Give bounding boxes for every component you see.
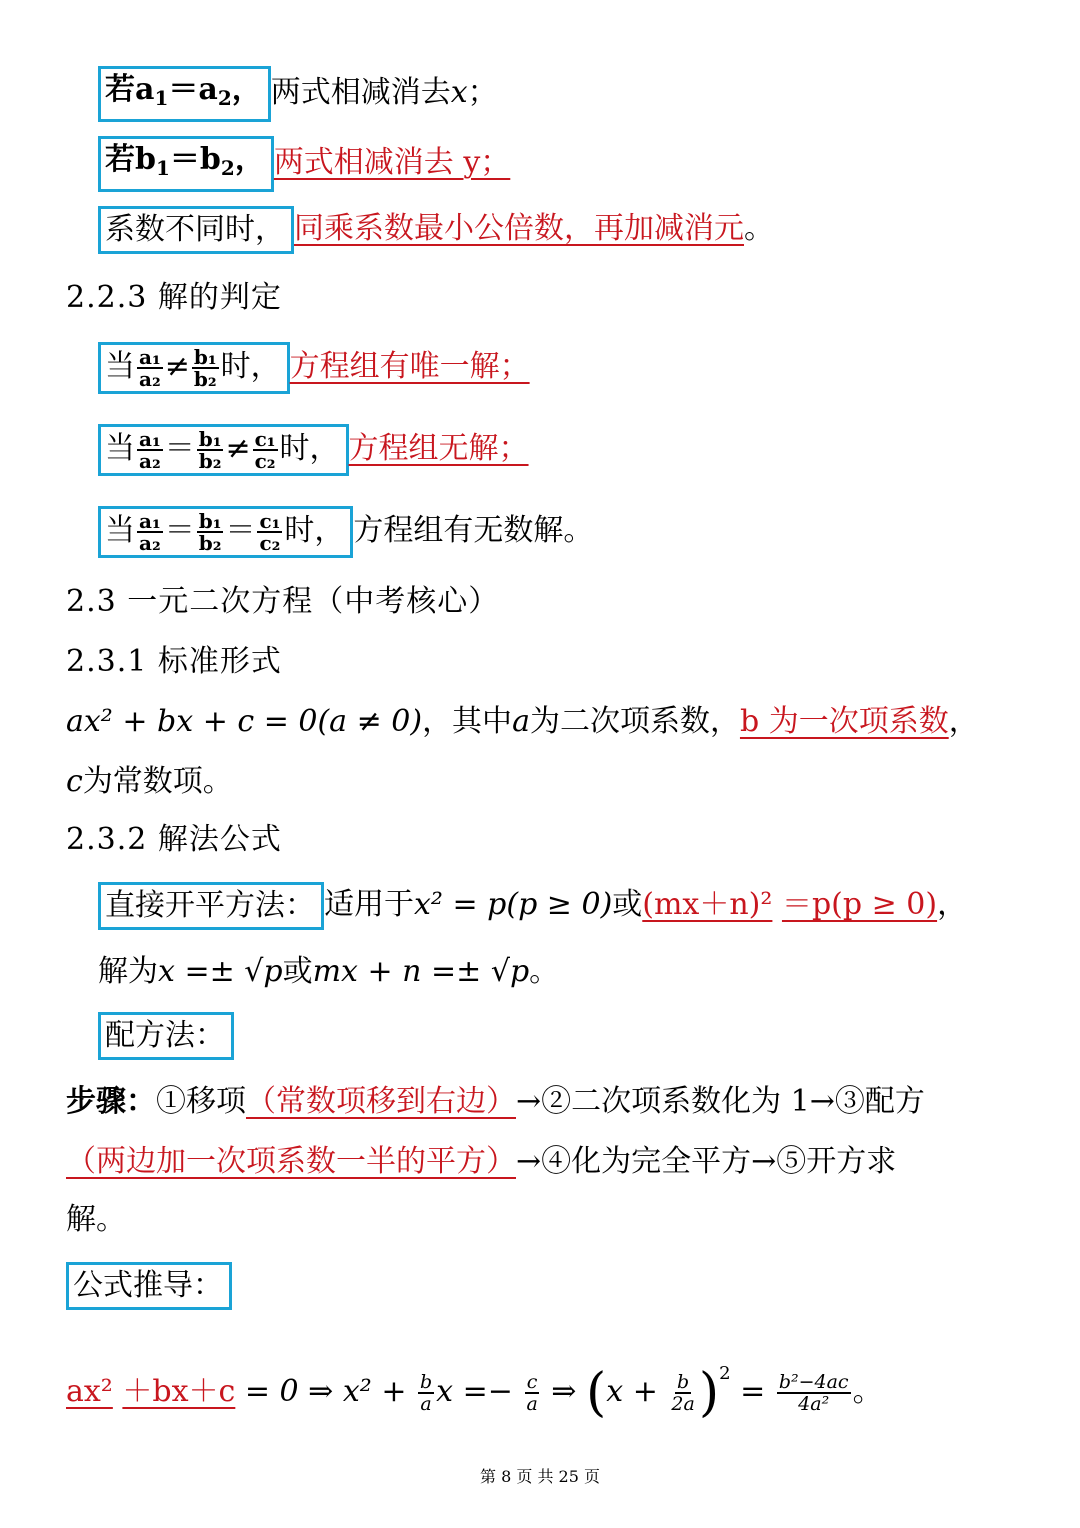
derivation-label — [66, 1262, 1080, 1310]
judge-row-none: 当 $\frac{\text{a₁}}{\text{a₂}}$ ＝ $\frac{\text{b₁}}{\text{b₂}}$ ≠ $\frac{\text{c₁}}{\text{c₂}}$ 时， 方程组无解； — [98, 424, 1080, 476]
heading-2-2-3: 2.2.3 解的判定 — [66, 280, 282, 315]
heading-2-3: 2.3 一元二次方程（中考核心） — [66, 584, 500, 619]
steps-line3: 解。 — [66, 1202, 126, 1237]
row-different-coeff: 系数不同时， 同乘系数最小公倍数，再加减消元。 — [98, 206, 1080, 254]
derivation-formula: ax² ＋bx＋c = 0 ⇒ x² + $\frac{b}{a}$ x =− $\frac{c}{a}$ ⇒ (x + $\frac{b}{2a}$ )$^2$ = $\frac{\text{b²−4ac}}{\text{4a²}}$ 。 — [66, 1363, 883, 1423]
condition-box: 系数不同时， — [98, 206, 294, 254]
completing-square-label — [98, 1012, 1080, 1060]
steps-line2: （两边加一次项系数一半的平方）→④化为完全平方→⑤开方求 — [66, 1144, 897, 1179]
condition-box: 若$a_1=a_2$， — [98, 66, 271, 122]
heading-2-3-1: 2.3.1 标准形式 — [66, 644, 282, 679]
condition-box: 当 $\frac{\text{a₁}}{\text{a₂}}$ ＝ $\frac{\text{b₁}}{\text{b₂}}$ ≠ $\frac{\text{c₁}}{\text{c₂}}$ 时， — [98, 424, 349, 476]
heading-2-3-2: 2.3.2 解法公式 — [66, 822, 282, 857]
method-box: 公式推导： — [66, 1262, 232, 1310]
row-eliminate-y: 若$b_1=b_2$， 两式相减消去 y； — [98, 136, 1080, 192]
condition-box: 当 $\frac{\text{a₁}}{\text{a₂}}$ ≠ $\frac{\text{b₁}}{\text{b₂}}$ 时， — [98, 342, 290, 394]
direct-sqrt-line1: 直接开平方法： 适用于x² = p(p ≥ 0)或(mx＋n)² ＝p(p ≥ 0)， — [98, 882, 1080, 930]
standard-form-line2: c为常数项。 — [66, 764, 233, 799]
judge-row-unique: 当 $\frac{\text{a₁}}{\text{a₂}}$ ≠ $\frac{\text{b₁}}{\text{b₂}}$ 时， 方程组有唯一解； — [98, 342, 1080, 394]
method-box: 直接开平方法： — [98, 882, 324, 930]
direct-sqrt-line2: 解为x =± √p或mx + n =± √p。 — [98, 954, 560, 989]
method-box: 配方法： — [98, 1012, 234, 1060]
row-eliminate-x: 若$a_1=a_2$， 两式相减消去x； — [98, 66, 1080, 122]
judge-row-infinite: 当 $\frac{\text{a₁}}{\text{a₂}}$ ＝ $\frac{\text{b₁}}{\text{b₂}}$ ＝ $\frac{\text{c₁}}{\text{c₂}}$ 时， 方程组有无数解。 — [98, 506, 1080, 558]
condition-box: 若$b_1=b_2$， — [98, 136, 274, 192]
condition-box: 当 $\frac{\text{a₁}}{\text{a₂}}$ ＝ $\frac{\text{b₁}}{\text{b₂}}$ ＝ $\frac{\text{c₁}}{\text{c₂}}$ 时， — [98, 506, 353, 558]
steps-line1: 步骤：①移项（常数项移到右边）→②二次项系数化为 1→③配方 — [66, 1084, 925, 1119]
standard-form-line1: ax² + bx + c = 0(a ≠ 0)，其中a为二次项系数，b 为一次项系数， — [66, 704, 979, 739]
page-footer: 第 8 页 共 25 页 — [480, 1467, 600, 1486]
